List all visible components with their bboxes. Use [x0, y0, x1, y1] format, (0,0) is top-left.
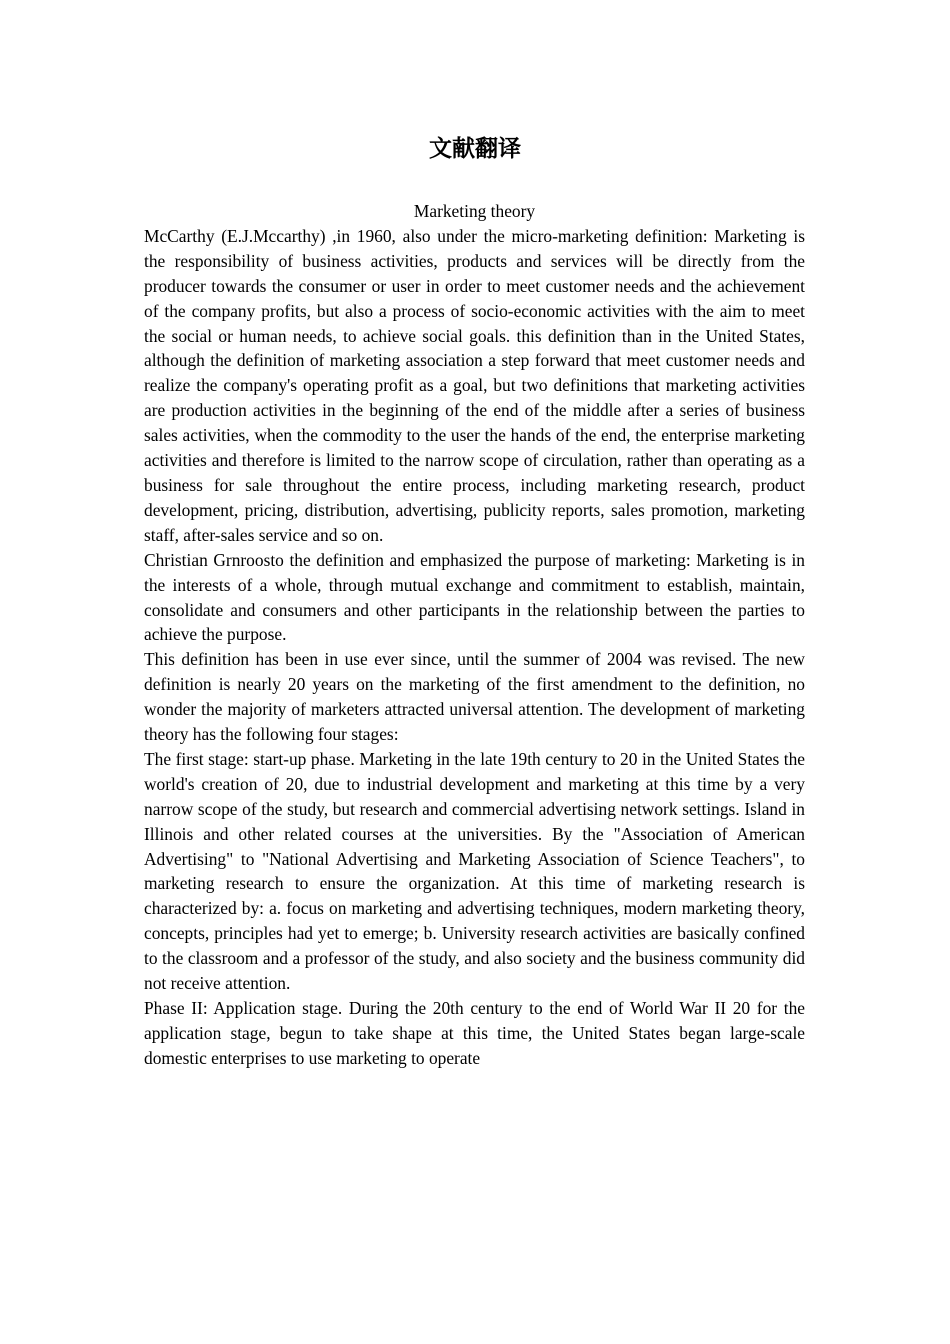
section-title: Marketing theory	[413, 201, 536, 221]
paragraph-definition-history: This definition has been in use ever since, until the summer of 2004 was revised. The new definition is nearly 20 years on the marketing of the first amendment to the definition, no wonder the majority of marketers attracted universal attention. The development of marketing theory has the following four stages:	[144, 649, 805, 745]
document-title: 文献翻译	[429, 136, 521, 162]
paragraph-gronroos-definition: Christian Grnroosto the definition and emphasized the purpose of marketing: Marketing is in the interests of a whole, through mutual exchange and commitment to establish, maintain, consolidate and consumers and other participants in the relationship between the parties to achieve the purpose.	[144, 549, 805, 645]
document-body	[144, 199, 805, 1071]
paragraph-mccarthy-definition: McCarthy (E.J.Mccarthy) ,in 1960, also under the micro-marketing definition: Marketing is the responsibility of business activities, products and services will be directly from the producer towards the consumer or user in order to meet customer needs and the achievement of the company profits, but also a process of socio-economic activities with the aim to meet the social or human needs, to achieve social goals. this definition than in the United States, although the definition of marketing association a step forward that meet customer needs and realize the company's operating profit as a goal, but two definitions that marketing activities are production activities in the beginning of the end of the middle after a series of business sales activities, when the commodity to the user the hands of the end, the enterprise marketing activities and therefore is limited to the narrow scope of circulation, rather than operating as a business for sale throughout the entire process, including marketing research, product development, pricing, distribution, advertising, publicity reports, sales promotion, marketing staff, after-sales service and so on.	[144, 225, 805, 545]
paragraph-first-stage: The first stage: start-up phase. Marketing in the late 19th century to 20 in the United States the world's creation of 20, due to industrial development and marketing at this time by a very narrow scope of the study, but research and commercial advertising network settings. Island in Illinois and other related courses at the universities. By the "Association of American Advertising" to "National Advertising and Marketing Association of Science Teachers", to marketing research to ensure the organization. At this time of marketing research is characterized by: a. focus on marketing and advertising techniques, modern marketing theory, concepts, principles had yet to emerge; b. University research activities are basically confined to the classroom and a professor of the study, and also society and the business community did not receive attention.	[144, 748, 805, 994]
paragraph-second-stage: Phase II: Application stage. During the 20th century to the end of World War II 20 for the application stage, begun to take shape at this time, the United States began large-scale domestic enterprises to use marketing to operate	[144, 998, 805, 1068]
